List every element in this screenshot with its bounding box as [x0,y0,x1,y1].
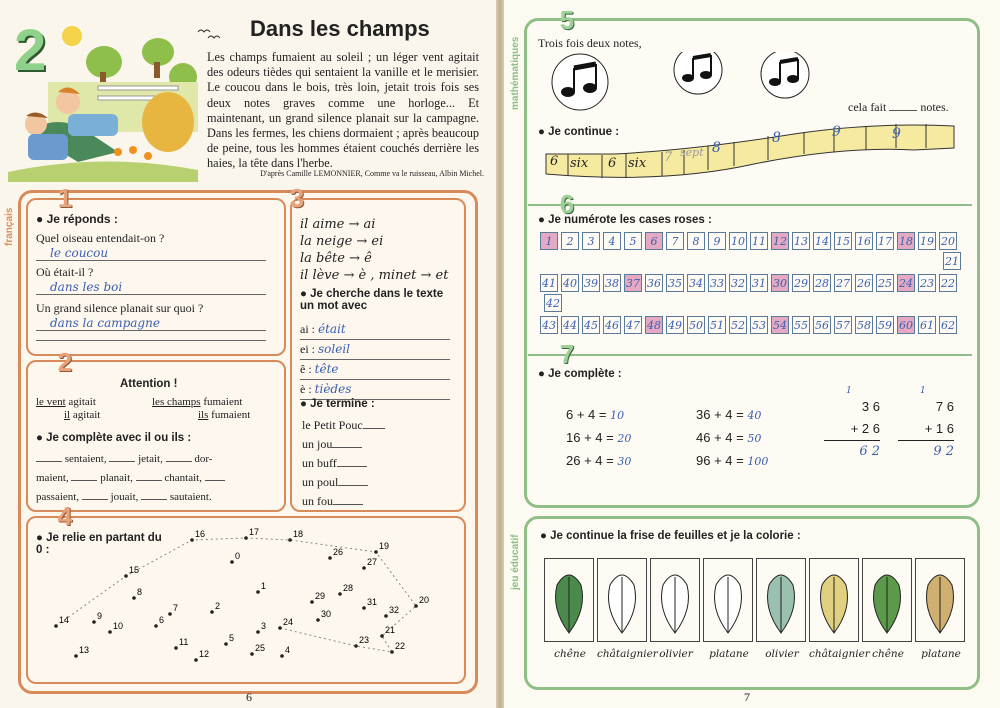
dot-label: 31 [367,597,378,607]
ex2-word-8: jouait, [110,491,139,503]
dot-point[interactable] [194,658,198,662]
grid-row-2-cell[interactable]: 26 [855,274,873,292]
ex7-row-2[interactable] [566,427,631,450]
ex3-finish-3-text: un buff [302,456,337,470]
ex1-answer-3: dans la campagne [50,316,160,330]
grid-row-2-cell[interactable]: 38 [603,274,621,292]
ex7-add2-bottom: + 1 6 [898,418,954,441]
dot-label: 7 [173,603,179,613]
dot-point[interactable] [288,538,292,542]
grid-row-3-cell[interactable]: 50 [687,316,705,334]
dot-point[interactable] [174,646,178,650]
ex2-line-1[interactable] [36,450,272,469]
dot-label: 26 [333,547,344,557]
ex1-answer-1: le coucou [50,246,109,260]
ex2-word-6: chantait, [164,472,202,484]
dot-label: 6 [159,615,165,625]
ex7-col-2 [696,404,768,473]
ex7-q1: 6 + 4 = [566,407,607,422]
dot-label: 1 [261,581,267,591]
grid-row-1-cell[interactable]: 9 [708,232,726,250]
ex7-a4: 40 [747,409,762,422]
ex5-heading: ● Je continue : [538,126,620,138]
grid-row-2-cell[interactable]: 39 [582,274,600,292]
grid-row-1-cell[interactable]: 17 [876,232,894,250]
grid-row-1-cell[interactable]: 10 [729,232,747,250]
side-label-game: jeu éducatif [510,534,521,590]
game-heading: ● Je continue la frise de feuilles et je la colorie : [540,530,801,542]
dot-point[interactable] [354,644,358,648]
dot-label: 10 [113,621,124,631]
ex7-row-5[interactable] [696,427,768,450]
grid-row-1-cell[interactable]: 18 [897,232,915,250]
ex3-rule-1: il aime → ai [300,217,376,232]
dot-point[interactable] [328,556,332,560]
exercise-1-number: 1 [57,183,73,213]
ex7-a1: 10 [610,409,625,422]
ex7-add1-answer: 6 2 [859,444,880,459]
ex7-q5: 46 + 4 = [696,430,744,445]
grid-row-2-cell[interactable]: 34 [687,274,705,292]
countryside-illustration [8,18,198,182]
ribbon-7: 7 [664,150,673,165]
ex3-item-ai-label: ai : [300,322,315,336]
ex7-a2: 20 [617,432,632,445]
grid-row-3-cell[interactable]: 52 [729,316,747,334]
exercise-2-number: 2 [57,347,73,377]
ex3-rule-2: la neige → ei [300,234,384,249]
music-notes-icons [550,52,810,112]
grid-row-3-cell[interactable]: 53 [750,316,768,334]
grid-row-1-cell[interactable]: 4 [603,232,621,250]
ex2-subject-1: le vent [36,396,66,408]
dot-point[interactable] [92,620,96,624]
dot-label: 29 [315,591,326,601]
ex2-word-2: jetait, [138,453,163,465]
grid-row-2-cell[interactable]: 29 [792,274,810,292]
ex3-finish-5[interactable] [302,492,385,511]
ex2-line-2[interactable] [36,469,272,488]
leaf-label: chêne [872,648,904,660]
dot-point[interactable] [278,626,282,630]
exercise-5-number: 5 [559,5,575,35]
grid-row-2-cell[interactable]: 37 [624,274,642,292]
ex3-item-ai[interactable] [300,320,450,340]
dot-point[interactable] [74,654,78,658]
ex3-finish-1-text: le Petit Pouc [302,418,363,432]
grid-row-1-cell[interactable]: 20 [939,232,957,250]
grid-row-2-cell[interactable]: 23 [918,274,936,292]
grid-row-3-cell[interactable]: 59 [876,316,894,334]
exercise-7-number: 7 [559,339,575,369]
dot-point[interactable] [338,592,342,596]
reading-text: Les champs fumaient au soleil ; un léger vent agitait des odeurs tièdes qui sentaient la vanille et le merisier. Le coucou dans le bois, très loin, jetait trois fois ses deux notes graves comme une horloge... Et maintenant, un grand silence planait sur la campagne. Dans les fermes, les chiens dormaient ; après beaucoup de peine, tous les hommes étaient couchés derrière les haies, la tête dans l'herbe. [207,50,479,171]
ex2-verb-1: agitait [68,396,96,408]
ex3-rules [300,216,448,284]
grid-row-3-cell[interactable]: 55 [792,316,810,334]
ex2-attention: Attention ! [120,378,178,390]
dot-label: 5 [229,633,235,643]
ribbon-9b: 9 [892,126,901,142]
ex3-rule-4: il lève → è , minet → et [300,268,449,283]
grid-row-1-cell[interactable]: 8 [687,232,705,250]
grid-extra-cell[interactable]: 42 [544,294,562,312]
grid-row-1-cell[interactable]: 3 [582,232,600,250]
leaf-label: platane [709,648,749,660]
grid-row-3-cell[interactable]: 43 [540,316,558,334]
side-label-math: mathématiques [510,36,521,110]
dot-label: 4 [285,645,291,655]
dot-label: 18 [293,529,304,539]
ex7-a3: 30 [617,455,632,468]
divider-6 [528,204,972,206]
ex3-item-e-grave[interactable] [300,380,450,400]
dot-label: 2 [215,601,221,611]
ex7-row-4[interactable] [696,404,768,427]
grid-row-2-cell[interactable]: 36 [645,274,663,292]
dot-point[interactable] [224,642,228,646]
grid-row-2-cell[interactable]: 32 [729,274,747,292]
grid-row-1-cell[interactable]: 16 [855,232,873,250]
dot-point[interactable] [362,566,366,570]
ex3-item-e-grave-label: è : [300,382,312,396]
grid-row-2-cell[interactable]: 31 [750,274,768,292]
ex7-q2: 16 + 4 = [566,430,614,445]
dot-point[interactable] [244,536,248,540]
right-page [504,0,1000,708]
dot-point[interactable] [380,634,384,638]
exercise-4-number: 4 [57,501,73,531]
ex1-question-3: Un grand silence planait sur quoi ? [36,301,204,315]
dot-point[interactable] [374,550,378,554]
grid-row-1-cell[interactable]: 12 [771,232,789,250]
ex7-q3: 26 + 4 = [566,453,614,468]
leaf-label: olivier [659,648,693,660]
dot-label: 20 [419,595,430,605]
ex7-add2-top: 7 6 [935,399,954,414]
dot-label: 24 [283,617,294,627]
ex7-q6: 96 + 4 = [696,453,744,468]
leaf-icon [545,559,593,641]
ex3-finish-5-text: un fou [302,494,333,508]
leaf-icon [916,559,964,641]
grid-row-1-cell[interactable]: 13 [792,232,810,250]
leaf-box[interactable] [703,558,753,642]
dot-label: 22 [395,641,406,651]
dot-point[interactable] [384,614,388,618]
dot-label: 16 [195,529,206,539]
leaf-label: châtaignier [809,648,870,660]
ex7-add2-answer: 9 2 [933,444,954,459]
dot-label: 23 [359,635,370,645]
ex3-item-e-grave-answer: tièdes [314,382,352,396]
grid-row-3-cell[interactable]: 60 [897,316,915,334]
dot-label: 21 [385,625,396,635]
ex1-answer-line-3[interactable] [36,314,266,331]
ex5-result-text: cela fait [848,100,887,114]
ex1-question-1: Quel oiseau entendait-on ? [36,231,165,245]
ex2-example-left [36,396,100,422]
ex3-heading-2: ● Je termine : [300,398,375,410]
ribbon-8a: 8 [712,140,721,156]
ex2-word-9: sautaient. [169,491,212,503]
dot-label: 11 [179,637,189,647]
ex3-finish-3[interactable] [302,454,385,473]
ex1-answer-line-1[interactable] [36,244,266,261]
ex3-item-ei-answer: soleil [318,342,350,356]
grid-row-2-cell[interactable]: 41 [540,274,558,292]
dot-label: 14 [59,615,70,625]
dot-point[interactable] [390,650,394,654]
ex2-verb-4: fumaient [211,409,251,421]
grid-row-1-cell[interactable]: 14 [813,232,831,250]
exercise-6-number: 6 [559,189,575,219]
dot-label: 30 [321,609,332,619]
dot-point[interactable] [132,596,136,600]
grid-row-2-cell[interactable]: 22 [939,274,957,292]
grid-row-3-cell[interactable]: 45 [582,316,600,334]
grid-row-3-cell[interactable]: 46 [603,316,621,334]
ex3-item-ei-label: ei : [300,342,315,356]
ex3-finish-4-text: un poul [302,475,339,489]
leaf-box[interactable] [809,558,859,642]
grid-row-2-cell[interactable]: 27 [834,274,852,292]
ribbon-6a: 6 [550,154,559,169]
ex3-rule-3: la bête → ê [300,251,372,266]
ex1-answer-line-2[interactable] [36,278,266,295]
dot-point[interactable] [54,624,58,628]
left-page [0,0,496,708]
grid-row-1-cell[interactable]: 11 [750,232,768,250]
grid-row-2-cell[interactable]: 35 [666,274,684,292]
lesson-number: 2 [14,18,47,83]
dot-point[interactable] [168,612,172,616]
dot-point[interactable] [190,538,194,542]
text-source: D'après Camille LEMONNIER, Comme va le ruisseau, Albin Michel. [260,169,484,178]
ex7-row-3[interactable] [566,450,631,473]
grid-row-3-cell[interactable]: 54 [771,316,789,334]
connect-the-dots[interactable] [26,516,462,680]
dot-label: 17 [249,527,260,537]
exercise-3-number: 3 [289,183,305,213]
dot-point[interactable] [124,574,128,578]
grid-row-3-cell[interactable]: 61 [918,316,936,334]
ex2-lines [36,450,272,507]
grid-row-3-cell[interactable]: 48 [645,316,663,334]
dot-label: 15 [129,565,140,575]
ex7-heading: ● Je complète : [538,368,622,380]
ex3-item-e-circ-label: ê : [300,362,312,376]
grid-row-2-cell[interactable]: 28 [813,274,831,292]
ex2-example-right [152,396,250,422]
grid-row-1-cell[interactable]: 7 [666,232,684,250]
birds-icon [196,26,220,40]
ex7-add2-carry: 1 [920,386,926,396]
dot-label: 32 [389,605,400,615]
ex2-word-7: passaient, [36,491,80,503]
page-number-right: 7 [744,690,750,704]
ex2-heading: ● Je complète avec il ou ils : [36,432,192,444]
dot-point[interactable] [108,630,112,634]
ex3-item-e-circ[interactable] [300,360,450,380]
side-label-francais: français [4,207,15,246]
grid-row-2-cell[interactable]: 33 [708,274,726,292]
dot-point[interactable] [154,624,158,628]
ribbon-6b: 6 [608,156,617,171]
dot-point[interactable] [210,610,214,614]
leaf-label: olivier [765,648,799,660]
dot-label: 28 [343,583,354,593]
ex6-heading: ● Je numérote les cases roses : [538,214,712,226]
grid-row-3-cell[interactable]: 62 [939,316,957,334]
ex7-a6: 100 [747,455,769,468]
leaf-box[interactable] [862,558,912,642]
grid-row-3-cell[interactable]: 49 [666,316,684,334]
ex7-col-1 [566,404,631,473]
dot-label: 8 [137,587,143,597]
leaf-icon [598,559,646,641]
ex7-add1-top: 3 6 [861,399,880,414]
ex5-text: Trois fois deux notes, [538,36,642,50]
grid-row-1-cell[interactable]: 15 [834,232,852,250]
ex1-question-2: Où était-il ? [36,265,94,279]
grid-row-2-cell[interactable]: 40 [561,274,579,292]
ex1-answer-2: dans les boi [50,280,123,294]
grid-row-2-cell[interactable]: 25 [876,274,894,292]
dot-point[interactable] [414,604,418,608]
dot-point[interactable] [316,618,320,622]
ex7-add1-bottom: + 2 6 [824,418,880,441]
grid-row-3-cell[interactable]: 51 [708,316,726,334]
ex2-word-4: maient, [36,472,69,484]
ribbon-six-a: six [570,156,589,171]
grid-row-3-cell[interactable]: 44 [561,316,579,334]
page-number-left: 6 [246,690,252,704]
ex2-verb-3: fumaient [203,396,243,408]
number-ribbon [544,118,964,184]
leaf-icon [757,559,805,641]
grid-row-1-cell[interactable]: 19 [918,232,936,250]
grid-row-3-cell[interactable]: 58 [855,316,873,334]
ex2-subject-4: ils [198,409,209,421]
grid-row-2-cell[interactable]: 30 [771,274,789,292]
ex3-finish-list [302,416,385,511]
ex7-row-6[interactable] [696,450,768,473]
ex2-word-3: dor- [194,453,213,465]
dot-point[interactable] [230,560,234,564]
ex7-row-1[interactable] [566,404,631,427]
ex2-verb-2: agitait [72,409,101,421]
grid-row-3-cell[interactable]: 47 [624,316,642,334]
ex3-finish-1[interactable] [302,416,385,435]
ex3-finish-2-text: un jou [302,437,333,451]
dot-point[interactable] [280,654,284,658]
leaf-box[interactable] [597,558,647,642]
grid-row-3-cell[interactable]: 57 [834,316,852,334]
leaf-icon [810,559,858,641]
leaf-label: chêne [554,648,586,660]
ribbon-six-b: six [628,156,647,171]
dot-label: 12 [199,649,210,659]
ex1-heading: ● Je réponds : [36,212,118,226]
ex3-finish-2[interactable] [302,435,385,454]
ex3-item-e-circ-answer: tête [314,362,339,376]
grid-row-1-cell[interactable]: 5 [624,232,642,250]
dot-point[interactable] [310,600,314,604]
dot-label: 13 [79,645,90,655]
ex3-item-ei[interactable] [300,340,450,360]
ribbon-sept: sept [680,146,704,159]
dot-label: 9 [97,611,103,621]
leaf-box[interactable] [650,558,700,642]
leaf-label: châtaignier [597,648,658,660]
grid-row-1-cell[interactable]: 1 [540,232,558,250]
ex3-items [300,320,450,400]
ex2-word-1: sentaient, [64,453,107,465]
note-circle-1 [552,54,608,110]
dot-label: 0 [235,551,241,561]
dot-point[interactable] [250,652,254,656]
dot-label: 25 [255,643,266,653]
grid-row-3-cell[interactable]: 56 [813,316,831,334]
ex5-result[interactable] [848,100,949,115]
dot-label: 19 [379,541,390,551]
ex7-addition-2[interactable] [898,386,954,463]
grid-row-1-cell[interactable]: 6 [645,232,663,250]
leaf-icon [704,559,752,641]
leaf-box[interactable] [915,558,965,642]
dot-point[interactable] [362,606,366,610]
grid-row-1-cell[interactable]: 2 [561,232,579,250]
dot-point[interactable] [256,630,260,634]
ex2-subject-2: il [64,409,71,421]
ribbon-8b: 8 [772,130,781,146]
ex7-q4: 36 + 4 = [696,407,744,422]
ex3-heading: ● Je cherche dans le texte un mot avec [300,288,444,312]
leaf-box[interactable] [544,558,594,642]
page-title: Dans les champs [250,16,430,41]
leaf-icon [863,559,911,641]
grid-row-2-cell[interactable]: 24 [897,274,915,292]
ex5-result-end: notes. [920,100,949,114]
dot-label: 27 [367,557,378,567]
ex4-heading: ● Je relie en partant du 0 : [36,532,162,556]
divider-7 [528,354,972,356]
ex3-finish-4[interactable] [302,473,385,492]
ex2-subject-3: les champs [152,396,201,408]
ex7-add1-carry: 1 [846,386,852,396]
ribbon-9a: 9 [832,124,841,140]
ex1-extra-line[interactable] [36,340,266,341]
leaf-icon [651,559,699,641]
ex7-addition-1[interactable] [824,386,880,463]
ex2-word-5: planait, [100,472,133,484]
dot-label: 3 [261,621,267,631]
ex7-a5: 50 [747,432,762,445]
dot-point[interactable] [256,590,260,594]
leaf-label: platane [921,648,961,660]
ex3-item-ai-answer: était [318,322,346,336]
leaf-box[interactable] [756,558,806,642]
grid-extra-cell[interactable]: 21 [943,252,961,270]
